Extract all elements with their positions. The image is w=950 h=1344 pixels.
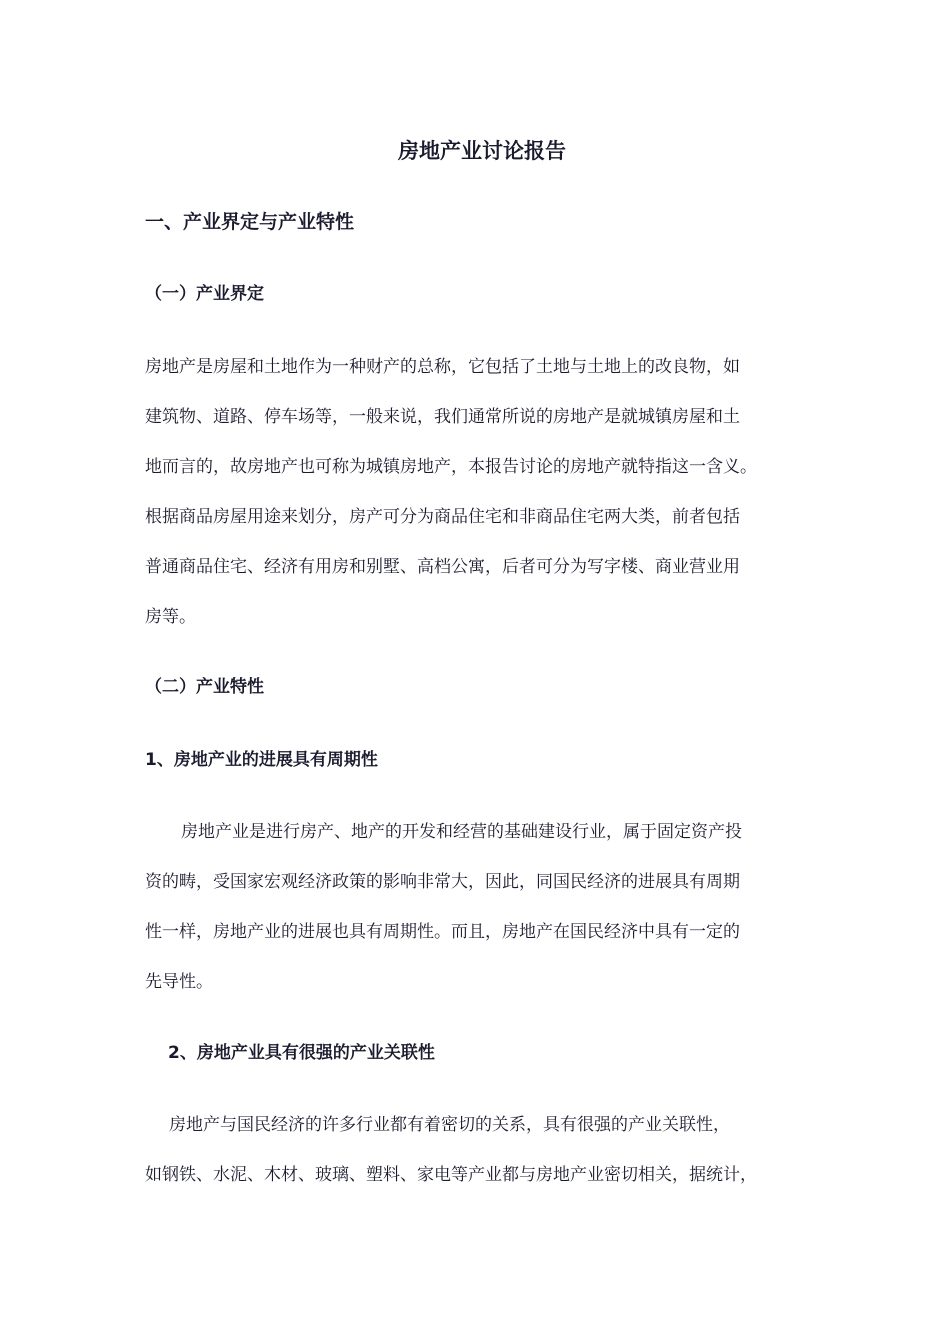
paragraph-line: 建筑物、道路、停车场等，一般来说，我们通常所说的房地产是就城镇房屋和土 — [145, 407, 740, 427]
subsection-heading-industry-characteristics: （二）产业特性 — [145, 677, 264, 697]
paragraph-industry-definition — [145, 353, 825, 653]
paragraph-line: 普通商品住宅、经济有用房和别墅、高档公寓，后者可分为写字楼、商业营业用 — [145, 557, 740, 577]
paragraph-line: 资的畴，受国家宏观经济政策的影响非常大，因此，同国民经济的进展具有周期 — [145, 872, 740, 892]
paragraph-line: 房地产业是进行房产、地产的开发和经营的基础建设行业，属于固定资产投 — [181, 822, 742, 842]
paragraph-line: 先导性。 — [145, 972, 213, 992]
paragraph-line: 根据商品房屋用途来划分，房产可分为商品住宅和非商品住宅两大类，前者包括 — [145, 507, 740, 527]
paragraph-line: 房等。 — [145, 607, 196, 627]
section-heading-industry-definition-and-characteristics: 一、产业界定与产业特性 — [145, 211, 355, 233]
subsection-heading-industry-definition: （一）产业界定 — [145, 284, 264, 304]
document-title: 房地产业讨论报告 — [398, 139, 566, 163]
paragraph-line: 性一样，房地产业的进展也具有周期性。而且，房地产在国民经济中具有一定的 — [145, 922, 740, 942]
paragraph-line: 如钢铁、水泥、木材、玻璃、塑料、家电等产业都与房地产业密切相关，据统计， — [145, 1165, 757, 1185]
paragraph-industry-linkage — [145, 1111, 825, 1211]
paragraph-line: 房地产与国民经济的许多行业都有着密切的关系，具有很强的产业关联性， — [169, 1115, 730, 1135]
paragraph-cyclicality — [145, 818, 825, 1018]
item-heading-cyclicality: 1、房地产业的进展具有周期性 — [145, 750, 378, 770]
item-heading-industry-linkage: 2、房地产业具有很强的产业关联性 — [168, 1043, 435, 1063]
paragraph-line: 地而言的，故房地产也可称为城镇房地产，本报告讨论的房地产就特指这一含义。 — [145, 457, 757, 477]
paragraph-line: 房地产是房屋和土地作为一种财产的总称，它包括了土地与土地上的改良物，如 — [145, 357, 740, 377]
